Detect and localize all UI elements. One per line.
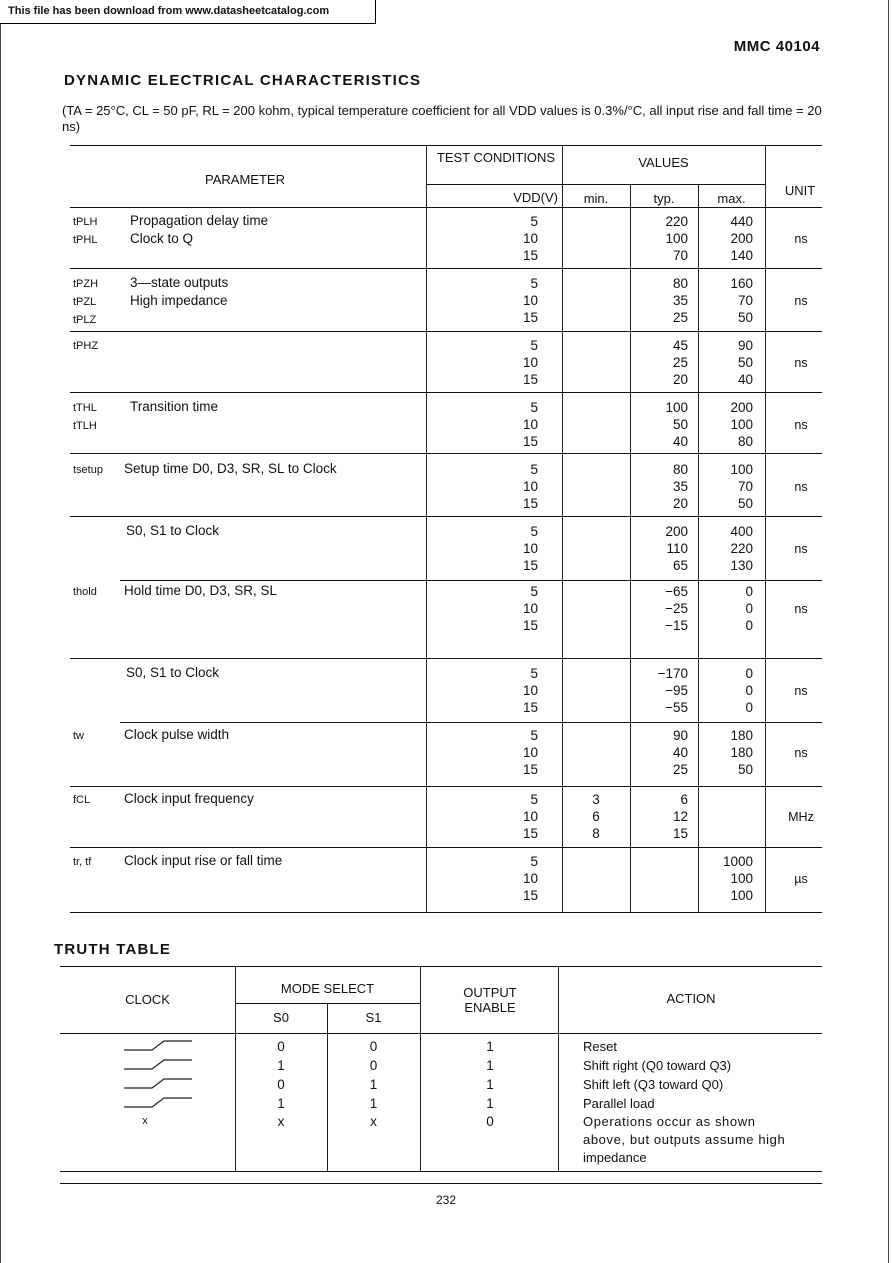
vdd-value: 10 [522,683,538,698]
vdd-value: 5 [530,214,538,229]
truth-header-output-enable: OUTPUT ENABLE [463,985,517,1015]
header-bottom-rule [70,207,822,208]
header-parameter: PARAMETER [205,172,285,187]
unit-value: ns [794,294,808,308]
truth-header-s0: S0 [273,1010,289,1025]
vdd-value: 10 [522,601,538,616]
header-values: VALUES [638,155,689,170]
header-vdd: VDD(V) [513,190,558,205]
max-value: 0 [745,683,753,698]
parameter-symbol: tPLZ [73,314,97,326]
max-value: 80 [737,434,753,449]
truth-header-clock: CLOCK [125,992,170,1007]
vdd-value: 5 [530,584,538,599]
clock-rising-edge-icon [120,1095,195,1109]
parameter-symbol: tPZH [73,278,99,290]
typ-value: −55 [665,700,688,715]
max-value: 50 [737,496,753,511]
typ-value: 25 [672,762,688,777]
typ-value: 80 [672,462,688,477]
header-typ: typ. [653,191,675,206]
max-value: 100 [730,888,753,903]
vdd-value: 10 [522,809,538,824]
row-rule [70,658,822,659]
s0-value: 1 [277,1096,285,1111]
clock-value: x [142,1115,148,1127]
parameter-name: Transition time [130,399,219,414]
unit-value: ns [794,232,808,246]
typ-value: −25 [665,601,688,616]
output-enable-value: 1 [486,1039,494,1054]
typ-value: −95 [665,683,688,698]
max-value: 100 [730,462,753,477]
parameter-symbol: tPHL [73,234,98,246]
action-text: Shift right (Q0 toward Q3) [583,1058,732,1073]
test-conditions-note: (TA = 25°C, CL = 50 pF, RL = 200 kohm, typical temperature coefficient for all VDD values is 0.3%/°C, all input rise and fall time = 20 ns) [62,103,822,134]
parameter-symbol: fCL [73,794,91,806]
vdd-value: 15 [522,248,538,263]
action-text: above, but outputs assume high [583,1132,786,1147]
action-text: Parallel load [583,1096,655,1111]
min-value: 3 [592,792,600,807]
typ-value: 6 [680,792,688,807]
typ-value: 20 [672,372,688,387]
vdd-value: 10 [522,417,538,432]
row-rule [120,722,822,723]
header-sub-rule [426,184,765,185]
max-value: 180 [730,728,753,743]
parameter-name: Clock to Q [130,231,194,246]
row-rule [70,516,822,517]
clock-rising-edge-icon [120,1038,195,1052]
truth-header-mode-select: MODE SELECT [280,981,375,996]
unit-value: µs [794,872,808,886]
header-max: max. [717,191,746,206]
typ-value: 25 [672,310,688,325]
typ-value: 70 [672,248,688,263]
output-enable-value: 1 [486,1058,494,1073]
vdd-value: 5 [530,524,538,539]
max-value: 180 [730,745,753,760]
clock-rising-edge-icon [120,1076,195,1090]
truth-top-rule [60,966,822,967]
typ-value: 12 [672,809,688,824]
max-value: 50 [737,355,753,370]
page-frame-right [888,0,889,1263]
row-rule [70,392,822,393]
unit-value: ns [794,356,808,370]
dynamic-title: DYNAMIC ELECTRICAL CHARACTERISTICS [64,72,422,89]
max-value: 440 [730,214,753,229]
page-number: 232 [435,1193,457,1207]
row-rule [70,847,822,848]
output-enable-value: 1 [486,1077,494,1092]
typ-value: 110 [666,541,688,556]
max-value: 160 [730,276,753,291]
typ-value: 20 [672,496,688,511]
vdd-value: 10 [522,871,538,886]
max-value: 50 [737,762,753,777]
max-value: 100 [730,417,753,432]
parameter-name: Hold time D0, D3, SR, SL [124,583,278,598]
max-value: 130 [730,558,753,573]
parameter-name: Clock input frequency [124,791,254,806]
unit-value: ns [794,746,808,760]
min-value: 6 [592,809,600,824]
typ-value: 50 [672,417,688,432]
typ-value: 100 [665,231,688,246]
part-number: MMC 40104 [733,38,820,55]
vdd-value: 15 [522,434,538,449]
vdd-value: 15 [522,618,538,633]
s0-value: 0 [277,1077,285,1092]
parameter-name: 3—state outputs [130,275,229,290]
row-rule [120,580,822,581]
vdd-value: 15 [522,496,538,511]
max-value: 70 [737,479,753,494]
vdd-value: 15 [522,826,538,841]
max-value: 70 [737,293,753,308]
parameter-symbol: tPHZ [73,340,99,352]
typ-value: −170 [657,666,688,681]
unit-value: MHz [788,810,814,824]
col-divider-conditions [426,145,427,913]
output-enable-value: 0 [486,1114,494,1129]
typ-value: 35 [672,293,688,308]
max-value: 220 [730,541,753,556]
vdd-value: 5 [530,854,538,869]
parameter-symbol: tPLH [73,216,98,228]
s0-value: 0 [277,1039,285,1054]
s0-value: 1 [277,1058,285,1073]
min-value: 8 [592,826,600,841]
vdd-value: 5 [530,462,538,477]
s1-value: 0 [369,1039,378,1054]
vdd-value: 15 [522,558,538,573]
parameter-name: S0, S1 to Clock [126,523,220,538]
table-top-rule [70,145,822,146]
truth-header-action: ACTION [666,991,716,1006]
vdd-value: 10 [522,293,538,308]
s1-value: x [370,1114,377,1129]
s1-value: 0 [369,1058,378,1073]
max-value: 200 [730,231,753,246]
max-value: 200 [730,400,753,415]
parameter-symbol: tPZL [73,296,97,308]
col-divider-unit [765,145,766,913]
row-rule [70,268,822,269]
vdd-value: 5 [530,338,538,353]
typ-value: −15 [665,618,688,633]
vdd-value: 15 [522,310,538,325]
typ-value: −65 [665,584,688,599]
vdd-value: 5 [530,728,538,743]
parameter-symbol: tsetup [73,464,103,476]
s1-value: 1 [369,1077,378,1092]
row-rule [70,786,822,787]
vdd-value: 10 [522,479,538,494]
vdd-value: 15 [522,372,538,387]
s1-value: 1 [369,1096,378,1111]
typ-value: 15 [672,826,688,841]
action-text: Reset [583,1039,617,1054]
vdd-value: 10 [522,355,538,370]
vdd-value: 5 [530,792,538,807]
parameter-symbol: tTHL [73,402,97,414]
max-value: 1000 [722,854,753,869]
parameter-name: S0, S1 to Clock [126,665,220,680]
max-value: 400 [730,524,753,539]
parameter-symbol: tTLH [73,420,97,432]
unit-value: ns [794,602,808,616]
typ-value: 200 [665,524,688,539]
typ-value: 100 [665,400,688,415]
action-text: Shift left (Q3 toward Q0) [583,1077,724,1092]
max-value: 0 [745,584,753,599]
parameter-symbol: tr, tf [73,856,92,868]
max-value: 90 [737,338,753,353]
parameter-name: High impedance [130,293,228,308]
unit-value: ns [794,480,808,494]
header-test-conditions: TEST CONDITIONS [436,150,556,165]
truth-header-bottom-rule [60,1033,822,1034]
s0-value: x [277,1114,285,1129]
output-enable-value: 1 [486,1096,494,1111]
parameter-symbol: tw [73,730,84,742]
max-value: 140 [730,248,753,263]
parameter-name: Clock input rise or fall time [124,853,283,868]
row-rule [70,912,822,913]
typ-value: 35 [672,479,688,494]
typ-value: 220 [665,214,688,229]
row-rule [70,453,822,454]
vdd-value: 10 [522,541,538,556]
vdd-value: 15 [522,700,538,715]
clock-rising-edge-icon [120,1057,195,1071]
max-value: 100 [730,871,753,886]
parameter-symbol: thold [73,586,97,598]
action-text: impedance [583,1150,647,1165]
source-banner: This file has been download from www.datasheetcatalog.com [0,0,376,24]
header-unit: UNIT [784,183,816,198]
typ-value: 25 [672,355,688,370]
truth-divider-oe [558,966,559,1171]
truth-bottom-rule [60,1171,822,1172]
max-value: 50 [737,310,753,325]
typ-value: 80 [672,276,688,291]
header-min: min. [583,191,609,206]
vdd-value: 15 [522,888,538,903]
vdd-value: 5 [530,400,538,415]
vdd-value: 10 [522,231,538,246]
parameter-name: Clock pulse width [124,727,230,742]
typ-value: 40 [672,745,688,760]
truth-divider-s1 [420,966,421,1171]
unit-value: ns [794,418,808,432]
row-rule [70,331,822,332]
unit-value: ns [794,542,808,556]
max-value: 0 [745,618,753,633]
vdd-value: 15 [522,762,538,777]
truth-table-title: TRUTH TABLE [54,941,172,958]
max-value: 0 [745,700,753,715]
typ-value: 65 [672,558,688,573]
vdd-value: 5 [530,276,538,291]
typ-value: 40 [672,434,688,449]
vdd-value: 10 [522,745,538,760]
vdd-value: 5 [530,666,538,681]
parameter-name: Propagation delay time [130,213,269,228]
max-value: 0 [745,666,753,681]
max-value: 0 [745,601,753,616]
truth-header-s1: S1 [365,1010,382,1025]
unit-value: ns [794,684,808,698]
parameter-name: Setup time D0, D3, SR, SL to Clock [124,461,337,476]
max-value: 40 [737,372,753,387]
action-text: Operations occur as shown [583,1114,756,1129]
typ-value: 90 [672,728,688,743]
typ-value: 45 [672,338,688,353]
footer-rule [60,1183,822,1184]
page-frame-left [0,24,1,1263]
